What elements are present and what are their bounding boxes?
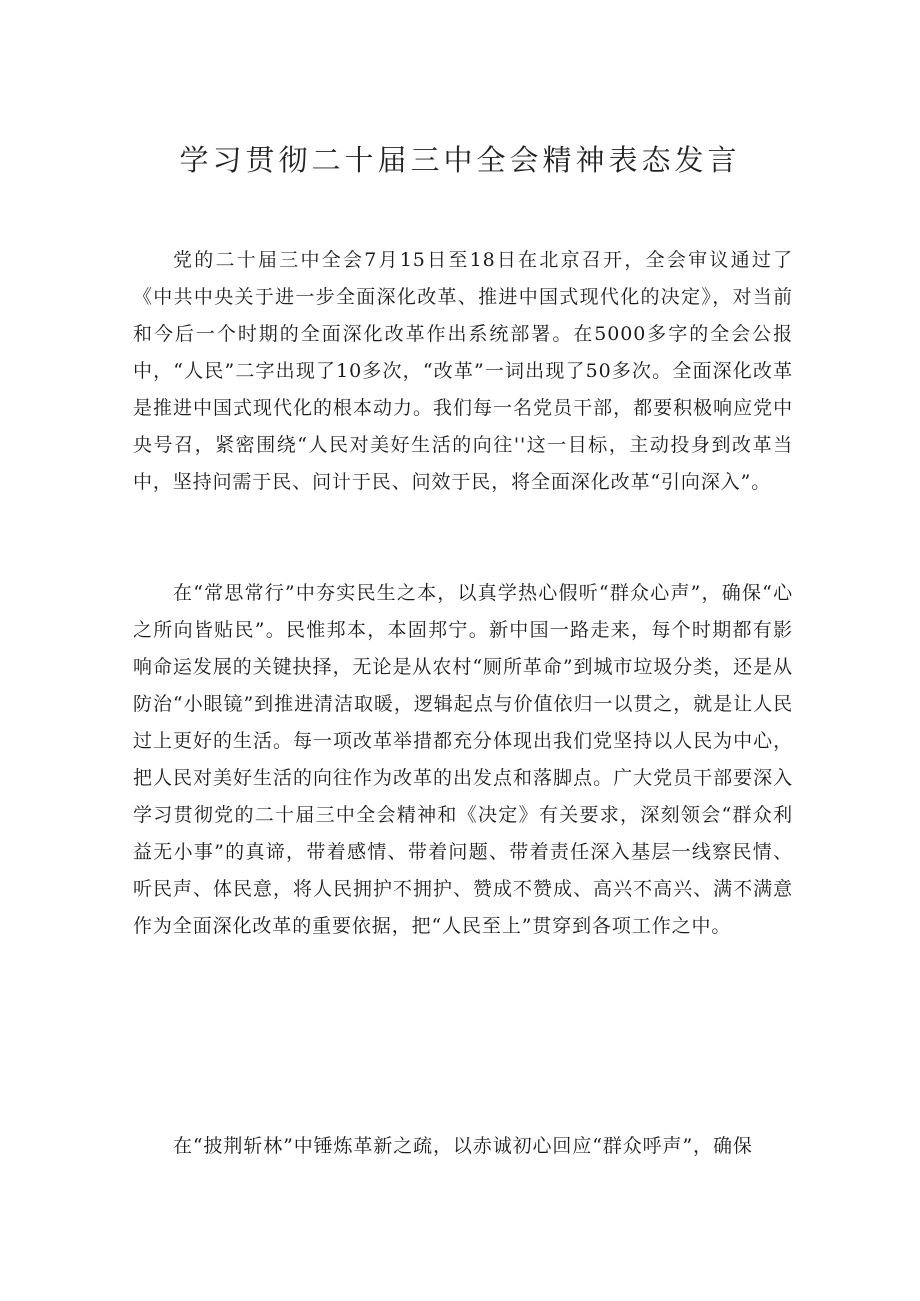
paragraph-1: 党的二十届三中全会7月15日至18日在北京召开，全会审议通过了《中共中央关于进一步全面深化改革、推进中国式现代化的决定》，对当前和今后一个时期的全面深化改革作出系统部署。在5000多字的全会公报中，“人民”二字出现了10多次，“改革”一词出现了50多次。全面深化改革是推进中国式现代化的根本动力。我们每一名党员干部，都要积极响应党中央号召，紧密围绕“人民对美好生活的向往''这一目标，主动投身到改革当中，坚持问需于民、问计于民、问效于民，将全面深化改革“引向深入”。	[133, 249, 793, 493]
document-title: 学习贯彻二十届三中全会精神表态发言	[179, 143, 741, 177]
paragraph-3: 在“披荆斩林”中锤炼革新之疏，以赤诚初心回应“群众呼声”，确保	[173, 1135, 753, 1157]
paragraph-2: 在“常思常行”中夯实民生之本，以真学热心假听“群众心声”，确保“心之所向皆贴民”。民惟邦本，本固邦宁。新中国一路走来，每个时期都有影响命运发展的关键抉择，无论是从农村“厕所革命”到城市垃圾分类，还是从防治“小眼镜”到推进清洁取暖，逻辑起点与价值依归一以贯之，就是让人民过上更好的生活。每一项改革举措都充分体现出我们党坚持以人民为中心，把人民对美好生活的向往作为改革的出发点和落脚点。广大党员干部要深入学习贯彻党的二十届三中全会精神和《决定》有关要求，深刻领会“群众利益无小事”的真谛，带着感情、带着问题、带着责任深入基层一线察民情、听民声、体民意，将人民拥护不拥护、赞成不赞成、高兴不高兴、满不满意作为全面深化改革的重要依据，把“人民至上”贯穿到各项工作之中。	[133, 582, 793, 937]
